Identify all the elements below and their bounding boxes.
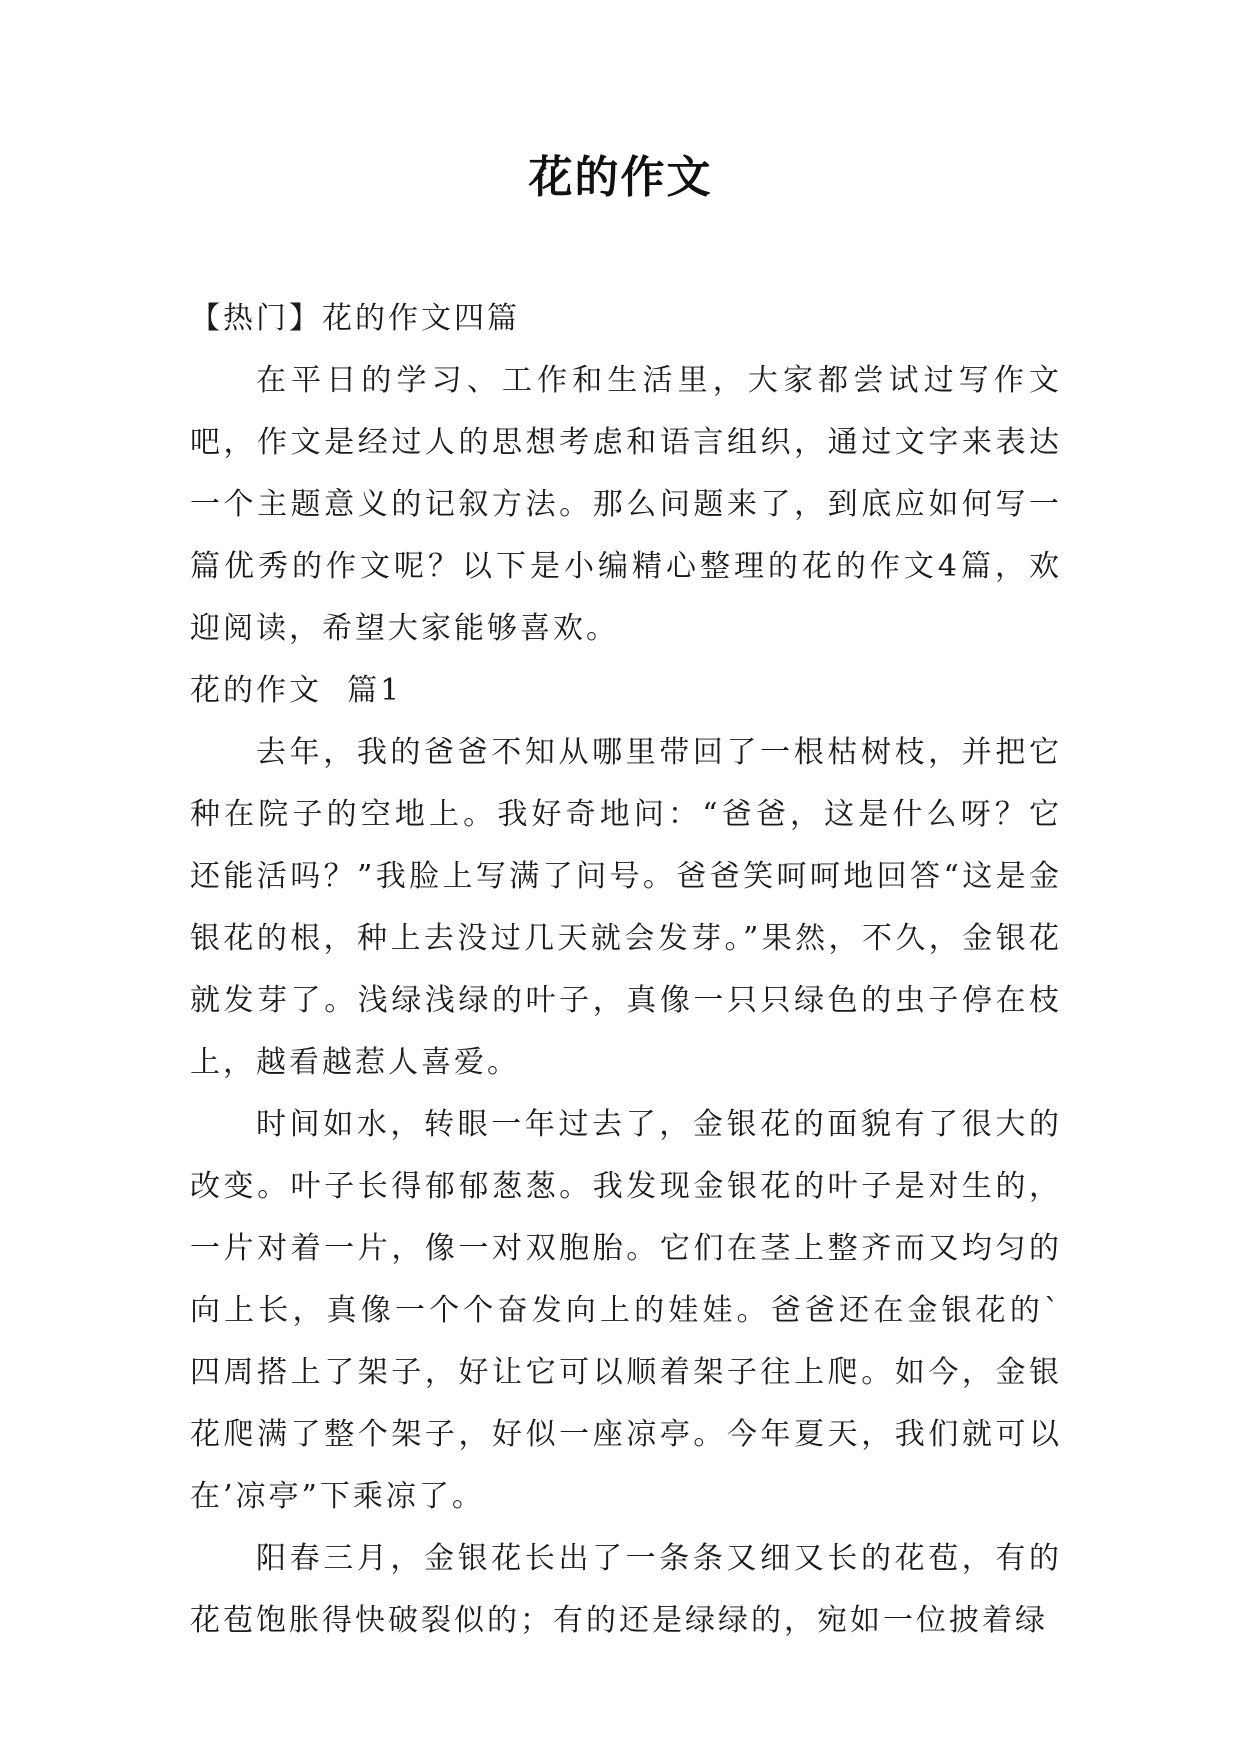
section-heading: 花的作文 篇1 — [190, 673, 403, 708]
body-paragraph-1: 去年，我的爸爸不知从哪里带回了一根枯树枝，并把它种在院子的空地上。我好奇地问：“爸爸，这是什么呀？它还能活吗？”我脸上写满了问号。爸爸笑呵呵地回答“这是金银花的根，种上去没过几天就会发芽。”果然，不久，金银花就发芽了。浅绿浅绿的叶子，真像一只只绿色的虫子停在枝上，越看越惹人喜爱。 — [190, 735, 1062, 1080]
document-title: 花的作文 — [528, 152, 713, 203]
document-body — [190, 288, 1062, 1652]
document-subtitle: 【热门】花的作文四篇 — [190, 301, 520, 336]
intro-paragraph: 在平日的学习、工作和生活里，大家都尝试过写作文吧，作文是经过人的思想考虑和语言组织，通过文字来表达一个主题意义的记叙方法。那么问题来了，到底应如何写一篇优秀的作文呢？以下是小编精心整理的花的作文4篇，欢迎阅读，希望大家能够喜欢。 — [190, 363, 1062, 646]
body-paragraph-2: 时间如水，转眼一年过去了，金银花的面貌有了很大的改变。叶子长得郁郁葱葱。我发现金银花的叶子是对生的，一片对着一片，像一对双胞胎。它们在茎上整齐而又均匀的向上长，真像一个个奋发向上的娃娃。爸爸还在金银花的`四周搭上了架子，好让它可以顺着架子往上爬。如今，金银花爬满了整个架子，好似一座凉亭。今年夏天，我们就可以在’凉亭”下乘凉了。 — [190, 1107, 1062, 1514]
body-paragraph-3: 阳春三月，金银花长出了一条条又细又长的花苞，有的花苞饱胀得快破裂似的；有的还是绿绿的，宛如一位披着绿 — [190, 1541, 1062, 1638]
